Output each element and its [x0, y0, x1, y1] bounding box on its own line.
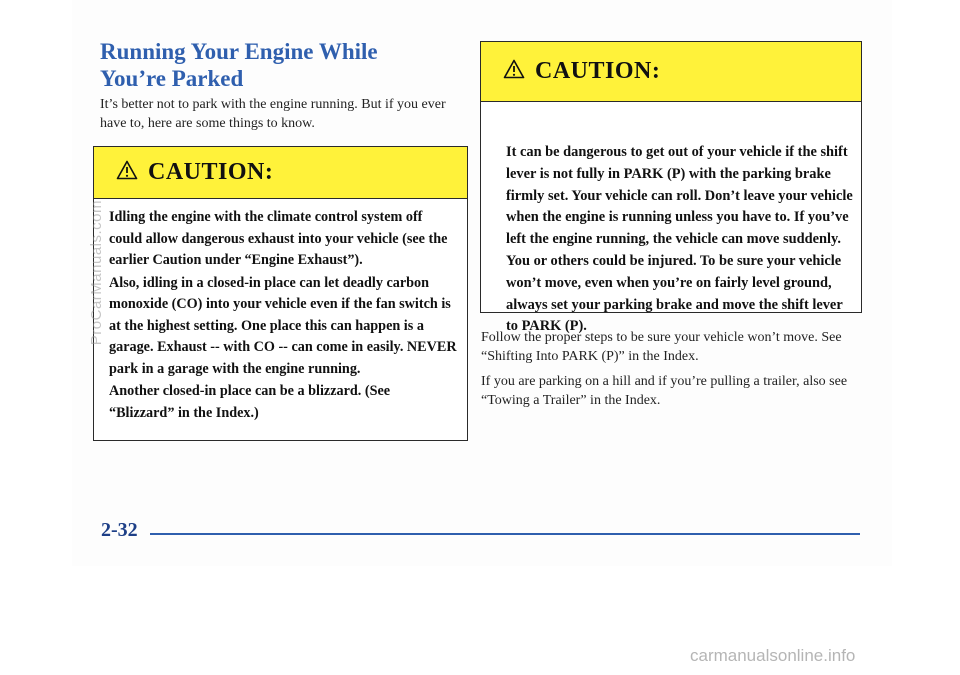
caution-paragraph: Another closed-in place can be a blizzard. (See “Blizzard” in the Index.) — [109, 383, 391, 421]
intro-paragraph: It’s better not to park with the engine running. But if you ever have to, here are some things to know. — [100, 97, 446, 131]
caution-banner — [481, 42, 861, 102]
watermark-side: ProCarManuals.com — [88, 200, 105, 346]
caution-box-exhaust — [93, 146, 468, 441]
section-title-line-2: You’re Parked — [100, 66, 244, 91]
page-number: 2-32 — [101, 519, 138, 541]
caution-banner — [94, 147, 467, 199]
followup-paragraph: If you are parking on a hill and if you’re pulling a trailer, also see “Towing a Trailer” in the Index. — [481, 374, 848, 408]
warning-triangle-icon — [116, 160, 138, 185]
caution-label: CAUTION: — [535, 58, 661, 84]
caution-body — [94, 199, 467, 424]
caution-paragraph: Idling the engine with the climate control system off could allow dangerous exhaust into your vehicle (see the earlier Caution under “Engine Exhaust”). — [109, 209, 448, 268]
section-title — [100, 38, 378, 92]
caution-label: CAUTION: — [148, 159, 274, 185]
section-title-line-1: Running Your Engine While — [100, 39, 378, 64]
followup-paragraph: Follow the proper steps to be sure your vehicle won’t move. See “Shifting Into PARK (P)” in the Index. — [481, 330, 842, 364]
footer-rule — [150, 533, 860, 535]
caution-paragraph: It can be dangerous to get out of your vehicle if the shift lever is not fully in PARK (P) with the parking brake firmly set. Your vehicle can roll. Don’t leave your vehicle when the engine is running unless you have to. If you’ve left the engine running, the vehicle can move suddenly. You or others could be injured. To be sure your vehicle won’t move, even when you’re on fairly level ground, always set your parking brake and move the shift lever to PARK (P). — [506, 144, 853, 335]
caution-paragraph: Also, idling in a closed-in place can let deadly carbon monoxide (CO) into your vehicle even if the fan switch is at the highest setting. One place this can happen is a garage. Exhaust -- with CO -- can come in easily. NEVER park in a garage with the engine running. — [109, 274, 457, 377]
warning-triangle-icon — [503, 59, 525, 84]
caution-box-park — [480, 41, 862, 335]
caution-body — [481, 102, 861, 338]
watermark-bottom: carmanualsonline.info — [690, 646, 856, 665]
